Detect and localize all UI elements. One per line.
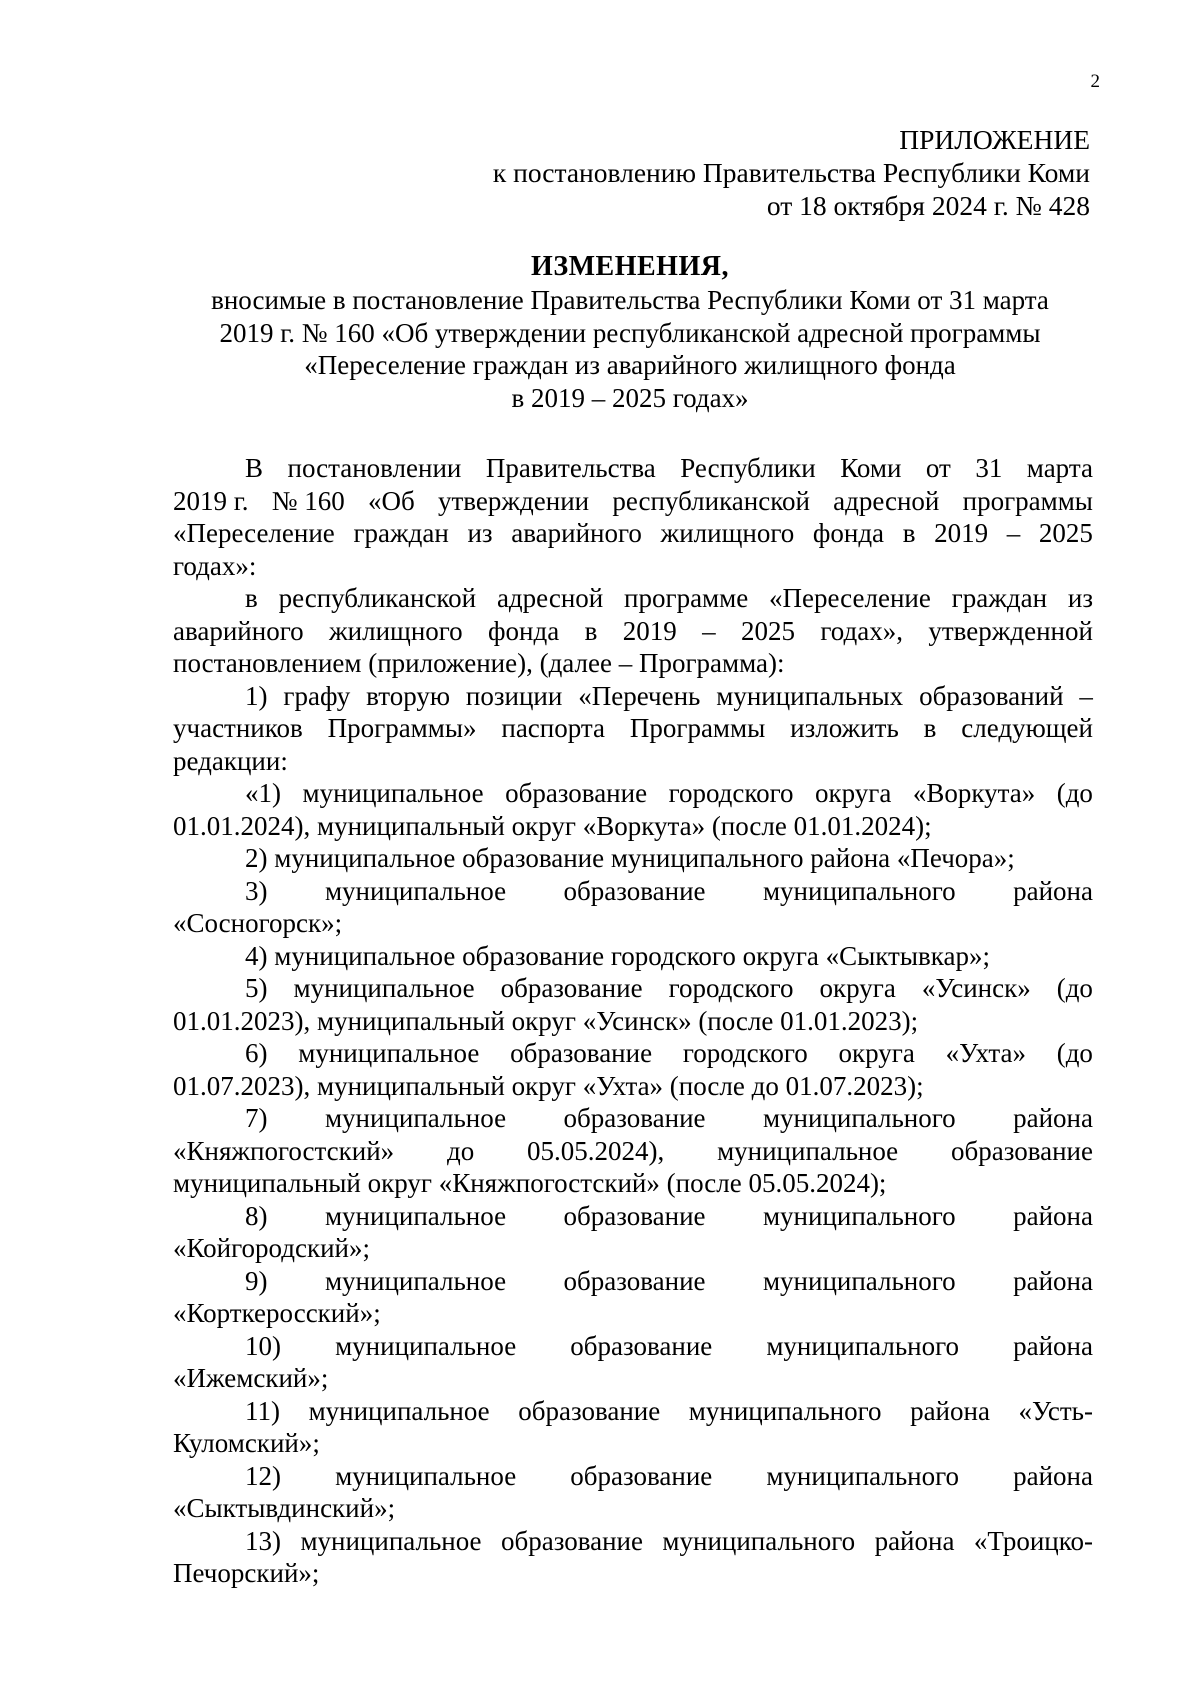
paragraph-item-1 bbox=[173, 680, 1093, 778]
word: республиканской bbox=[278, 583, 477, 613]
word: следующей bbox=[961, 713, 1093, 743]
word: в bbox=[584, 615, 598, 646]
word: 1) bbox=[245, 680, 268, 711]
text-line bbox=[173, 972, 1093, 1005]
word: образование bbox=[570, 1460, 713, 1491]
word: 05.05.2024), bbox=[527, 1135, 665, 1166]
word: фонда bbox=[488, 615, 560, 646]
word: 3) bbox=[245, 875, 268, 906]
word: Программы bbox=[629, 713, 766, 743]
word: образование bbox=[563, 875, 706, 906]
list-item bbox=[173, 1330, 1093, 1395]
annex-reference: к постановлению Правительства Республики Коми bbox=[492, 157, 1090, 188]
title-heading: ИЗМЕНЕНИЯ, bbox=[531, 251, 729, 282]
text-line: постановлением (приложение), (далее – Программа): bbox=[173, 648, 785, 678]
word: района bbox=[1013, 1330, 1093, 1361]
word: (до bbox=[1056, 778, 1093, 808]
list-item bbox=[173, 1265, 1093, 1330]
text-line: редакции: bbox=[173, 745, 288, 776]
word: муниципального bbox=[762, 1265, 956, 1296]
word: в bbox=[245, 583, 258, 613]
text-line: 01.01.2023), муниципальный округ «Усинск» (после 01.01.2023); bbox=[173, 1005, 919, 1036]
word: «Усинск» bbox=[921, 973, 1031, 1003]
text-line: 01.01.2024), муниципальный округ «Воркута» (после 01.01.2024); bbox=[173, 810, 932, 841]
word: фонда bbox=[812, 518, 885, 548]
word: 12) bbox=[245, 1460, 281, 1491]
text-line bbox=[173, 517, 1093, 550]
title-subtitle-line: в 2019 – 2025 годах» bbox=[511, 382, 749, 413]
document-title bbox=[120, 250, 1140, 414]
word: от bbox=[925, 453, 951, 483]
text-line: годах»: bbox=[173, 550, 257, 581]
word: адресной bbox=[833, 485, 940, 516]
word: жилищного bbox=[660, 518, 795, 548]
text-line: «Корткеросский»; bbox=[173, 1298, 381, 1328]
word: «Княжпогостский» bbox=[173, 1135, 395, 1166]
list-item bbox=[173, 940, 1093, 973]
paragraph-intro bbox=[173, 452, 1093, 582]
text-line: 2) муниципальное образование муниципального района «Печора»; bbox=[245, 843, 1015, 873]
word: 10) bbox=[245, 1330, 281, 1361]
word: 2019 bbox=[934, 518, 989, 548]
word: в bbox=[902, 518, 916, 548]
word: аварийного bbox=[173, 615, 304, 646]
word: вторую bbox=[366, 680, 451, 711]
word: городского bbox=[668, 778, 794, 808]
word: годах», bbox=[820, 615, 903, 646]
word: – bbox=[1079, 680, 1093, 711]
word: участников bbox=[173, 713, 303, 743]
word: образование bbox=[563, 1103, 706, 1133]
word: Правительства bbox=[485, 453, 656, 483]
word: «Об bbox=[368, 485, 415, 516]
word: «1) bbox=[245, 778, 281, 808]
word: «Троицко- bbox=[973, 1525, 1093, 1556]
paragraph-program bbox=[173, 582, 1093, 680]
word: программе bbox=[624, 583, 749, 613]
word: муниципального bbox=[766, 1460, 960, 1491]
text-line bbox=[173, 712, 1093, 745]
word: района bbox=[1013, 1103, 1093, 1133]
text-line bbox=[173, 485, 1093, 518]
word: образование bbox=[510, 1038, 653, 1068]
document-body bbox=[173, 452, 1093, 1590]
text-line bbox=[173, 875, 1093, 908]
text-line bbox=[173, 452, 1093, 485]
word: – bbox=[702, 615, 716, 646]
word: округа bbox=[815, 778, 892, 808]
text-line: «Сыктывдинский»; bbox=[173, 1493, 396, 1523]
word: муниципальное bbox=[302, 778, 484, 808]
word: муниципального bbox=[762, 875, 956, 906]
word: образование bbox=[563, 1265, 706, 1296]
word: муниципальное bbox=[300, 1525, 482, 1556]
list-item bbox=[173, 1037, 1093, 1102]
list-item bbox=[173, 1200, 1093, 1265]
word: Коми bbox=[840, 453, 902, 483]
word: района bbox=[1013, 1200, 1093, 1231]
word: образование bbox=[563, 1200, 706, 1231]
text-line bbox=[173, 1102, 1093, 1135]
word: 2019 г. bbox=[173, 485, 249, 516]
word: 11) bbox=[245, 1395, 280, 1426]
text-line: муниципальный округ «Княжпогостский» (после 05.05.2024); bbox=[173, 1168, 887, 1198]
word: образование bbox=[500, 1525, 643, 1556]
word: постановлении bbox=[287, 453, 462, 483]
word: 2025 bbox=[1038, 518, 1093, 548]
word: муниципальное bbox=[324, 875, 507, 906]
word: образование bbox=[500, 973, 643, 1003]
word: 8) bbox=[245, 1200, 268, 1231]
word: муниципального bbox=[688, 1395, 882, 1426]
word: образование bbox=[505, 778, 648, 808]
text-line bbox=[173, 1525, 1093, 1558]
word: района bbox=[1013, 1265, 1093, 1296]
word: графу bbox=[283, 680, 351, 711]
list-item bbox=[173, 972, 1093, 1037]
word: утверждении bbox=[438, 485, 590, 516]
text-line bbox=[173, 1330, 1093, 1363]
word: из bbox=[1067, 583, 1093, 613]
word: образование bbox=[518, 1395, 661, 1426]
word: муниципальное bbox=[335, 1330, 517, 1361]
title-subtitle-line: «Переселение граждан из аварийного жилищного фонда bbox=[304, 350, 956, 380]
word: «Перечень bbox=[578, 680, 701, 711]
annex-title: ПРИЛОЖЕНИЕ bbox=[899, 124, 1090, 155]
text-line: «Сосногорск»; bbox=[173, 908, 343, 938]
word: муниципальное bbox=[298, 1038, 480, 1068]
list-item bbox=[173, 777, 1093, 842]
word: в bbox=[923, 713, 937, 743]
word: муниципальных bbox=[716, 680, 904, 711]
word: района bbox=[874, 1525, 955, 1556]
word: муниципальное bbox=[335, 1460, 517, 1491]
word: муниципальное bbox=[308, 1395, 490, 1426]
word: муниципального bbox=[762, 1103, 956, 1133]
word: муниципальное bbox=[324, 1200, 507, 1231]
text-line bbox=[173, 582, 1093, 615]
word: «Воркута» bbox=[912, 778, 1036, 808]
word: изложить bbox=[790, 713, 899, 743]
word: образований bbox=[919, 680, 1064, 711]
word: В bbox=[245, 453, 264, 483]
word: (до bbox=[1056, 973, 1093, 1003]
word: программы bbox=[962, 485, 1093, 516]
list-item bbox=[173, 1102, 1093, 1200]
text-line bbox=[173, 1265, 1093, 1298]
word: 6) bbox=[245, 1038, 268, 1068]
word: 13) bbox=[245, 1525, 281, 1556]
text-line: Куломский»; bbox=[173, 1428, 320, 1458]
word: 2019 bbox=[622, 615, 677, 646]
word: адресной bbox=[496, 583, 604, 613]
word: граждан bbox=[353, 518, 449, 548]
text-line bbox=[173, 1135, 1093, 1168]
text-line bbox=[173, 777, 1093, 810]
word: утвержденной bbox=[928, 615, 1093, 646]
word: «Переселение bbox=[173, 518, 335, 548]
word: городского bbox=[668, 973, 794, 1003]
list-item bbox=[173, 1460, 1093, 1525]
word: аварийного bbox=[511, 518, 642, 548]
word: до bbox=[446, 1135, 475, 1166]
text-line: 01.07.2023), муниципальный округ «Ухта» (после до 01.07.2023); bbox=[173, 1070, 924, 1101]
word: округа bbox=[819, 973, 896, 1003]
word: района bbox=[1013, 875, 1093, 906]
text-line bbox=[173, 680, 1093, 713]
word: 9) bbox=[245, 1265, 268, 1296]
annex-header bbox=[400, 123, 1090, 222]
page-number: 2 bbox=[1090, 71, 1100, 92]
text-line: 4) муниципальное образование городского округа «Сыктывкар»; bbox=[245, 940, 990, 971]
word: Программы» bbox=[327, 713, 477, 743]
word: из bbox=[467, 518, 493, 548]
word: района bbox=[1013, 1460, 1093, 1491]
word: республиканской bbox=[612, 485, 810, 516]
word: района bbox=[910, 1395, 990, 1426]
text-line bbox=[173, 1395, 1093, 1428]
word: «Ухта» bbox=[945, 1038, 1026, 1068]
word: образование bbox=[950, 1135, 1093, 1166]
list-item bbox=[173, 875, 1093, 940]
text-line: Печорский»; bbox=[173, 1558, 320, 1588]
word: муниципальное bbox=[717, 1135, 899, 1166]
word: 5) bbox=[245, 973, 268, 1003]
word: 2025 bbox=[740, 615, 795, 646]
word: марта bbox=[1026, 453, 1093, 483]
title-subtitle-line: 2019 г. № 160 «Об утверждении республиканской адресной программы bbox=[219, 317, 1041, 348]
word: муниципальное bbox=[293, 973, 475, 1003]
text-line bbox=[173, 1037, 1093, 1070]
text-line: «Койгородский»; bbox=[173, 1233, 370, 1263]
word: муниципального bbox=[766, 1330, 960, 1361]
word: (до bbox=[1056, 1038, 1093, 1068]
word: «Усть- bbox=[1018, 1395, 1093, 1426]
word: 31 bbox=[975, 453, 1003, 483]
text-line bbox=[173, 1460, 1093, 1493]
text-line bbox=[173, 615, 1093, 648]
word: муниципального bbox=[662, 1525, 856, 1556]
text-line: «Ижемский»; bbox=[173, 1363, 329, 1393]
word: – bbox=[1006, 518, 1021, 548]
word: № 160 bbox=[271, 485, 345, 516]
annex-date-number: от 18 октября 2024 г. № 428 bbox=[766, 190, 1090, 221]
word: муниципального bbox=[762, 1200, 956, 1231]
word: граждан bbox=[951, 583, 1048, 613]
word: образование bbox=[570, 1330, 713, 1361]
title-subtitle-line: вносимые в постановление Правительства Республики Коми от 31 марта bbox=[211, 285, 1049, 315]
word: муниципальное bbox=[324, 1265, 507, 1296]
word: Республики bbox=[680, 453, 816, 483]
word: «Переселение bbox=[769, 583, 931, 613]
word: муниципальное bbox=[324, 1103, 507, 1133]
list-item bbox=[173, 1525, 1093, 1590]
word: городского bbox=[682, 1038, 808, 1068]
word: 7) bbox=[245, 1103, 268, 1133]
word: позиции bbox=[465, 680, 563, 711]
word: жилищного bbox=[329, 615, 463, 646]
list-item bbox=[173, 842, 1093, 875]
list-item bbox=[173, 1395, 1093, 1460]
text-line bbox=[173, 1200, 1093, 1233]
word: паспорта bbox=[501, 713, 605, 743]
word: округа bbox=[838, 1038, 915, 1068]
